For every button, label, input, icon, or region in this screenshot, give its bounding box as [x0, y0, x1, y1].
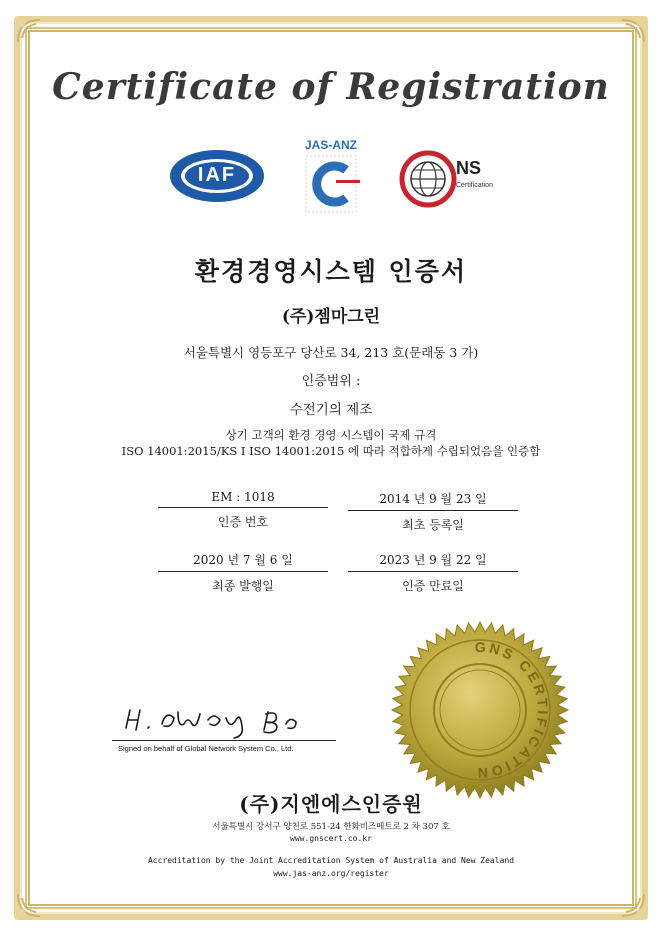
corner-ornament	[16, 892, 42, 918]
initial-registration-value: 2014 년 9 월 23 일	[348, 490, 518, 511]
gns-label: NS	[456, 158, 482, 178]
company-name: (주)젬마그린	[281, 307, 381, 327]
accreditation-statement: Accreditation by the Joint Accreditation System of Australia and New Zealand	[147, 856, 515, 865]
accreditation-logos	[0, 138, 662, 218]
issuer-website: www.gnscert.co.kr	[290, 834, 372, 843]
expiry-date-value: 2023 년 9 월 22 일	[348, 551, 518, 572]
certificate-heading: 환경경영시스템 인증서	[194, 257, 468, 286]
gns-logo	[398, 150, 506, 208]
expiry-date-field	[348, 551, 518, 594]
issuer-name: (주)지엔에스인증원	[239, 792, 423, 816]
corner-ornament	[620, 892, 646, 918]
certificate-number-value: EM : 1018	[158, 490, 328, 508]
accreditation-website: www.jas-anz.org/register	[273, 869, 389, 878]
corner-ornament	[620, 18, 646, 44]
signature-line	[112, 740, 336, 741]
certification-statement-standard: ISO 14001:2015/KS I ISO 14001:2015 에 따라 적합하게 수립되었음을 인증함	[121, 444, 541, 458]
iaf-logo	[168, 148, 266, 204]
iaf-label: IAF	[197, 164, 237, 186]
certificate-title: Certificate of Registration	[52, 66, 610, 108]
certification-statement: 상기 고객의 환경 경영 시스템이 국제 규격	[225, 428, 437, 442]
jas-anz-logo	[296, 138, 366, 218]
company-address: 서울특별시 영등포구 당산로 34, 213 호(문래동 3 가)	[183, 345, 479, 360]
issue-date-value: 2020 년 7 월 6 일	[158, 551, 328, 572]
signature-caption: Signed on behalf of Global Network System Co., Ltd.	[118, 744, 294, 753]
issue-date-field	[158, 551, 328, 594]
gns-sub-label: Certification	[456, 182, 493, 189]
corner-ornament	[16, 18, 42, 44]
gold-seal	[390, 620, 570, 800]
seal-text: GNS CERTIFICATION	[474, 638, 552, 782]
initial-registration-field	[348, 490, 518, 533]
certificate-number-field	[158, 490, 328, 530]
issue-date-label: 최종 발행일	[212, 579, 274, 593]
certificate-number-label: 인증 번호	[217, 515, 269, 529]
scope-label: 인증범위 :	[301, 374, 361, 389]
initial-registration-label: 최초 등록일	[402, 518, 464, 532]
expiry-date-label: 인증 만료일	[402, 579, 464, 593]
scope-value: 수전기의 제조	[289, 402, 373, 418]
issuer-address: 서울특별시 강서구 양천로 551-24 한화비즈메트로 2 차 307 호	[212, 822, 450, 832]
handwritten-signature	[118, 700, 358, 740]
jas-anz-label: JAS-ANZ	[304, 138, 357, 152]
